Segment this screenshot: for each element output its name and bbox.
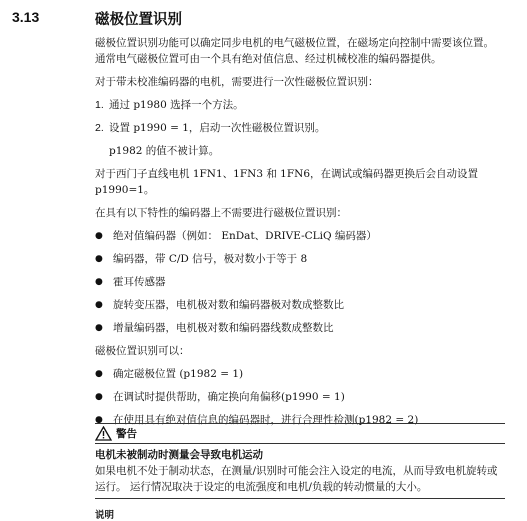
warning-header: [95, 424, 505, 444]
warning-triangle-icon: [95, 426, 112, 441]
step-number: 2.: [95, 122, 104, 134]
list-item: [95, 228, 515, 244]
warning-box: [95, 423, 505, 495]
section-body: [95, 35, 515, 428]
warning-label: 警告: [116, 427, 137, 440]
bullet-icon: ●: [95, 300, 103, 310]
list-item-text: 在调试时提供帮助，确定换向角偏移(p1990 = 1): [113, 391, 345, 403]
section-title: 磁极位置识别: [95, 12, 182, 28]
bullet-icon: ●: [95, 277, 103, 287]
bullet-icon: ●: [95, 254, 103, 264]
list-item: [95, 366, 515, 382]
note-label: 说明: [95, 498, 505, 521]
siemens-note: p1990=1。: [95, 184, 155, 196]
intro-line: 磁极位置识别功能可以确定同步电机的电气磁极位置，在磁场定向控制中需要该位置。: [95, 37, 494, 49]
warning-body-line: 运行。 运行情况取决于设定的电流强度和电机/负载的转动惯量的大小。: [95, 481, 428, 493]
list-item-text: 编码器，带 C/D 信号，极对数小于等于 8: [113, 253, 308, 265]
list-item: [95, 274, 515, 290]
list-item: [95, 251, 515, 267]
no-id-intro: 在具有以下特性的编码器上不需要进行磁极位置识别：: [95, 207, 347, 219]
list-item: [95, 320, 515, 336]
bullet-icon: ●: [95, 392, 103, 402]
bullet-icon: ●: [95, 231, 103, 241]
step-text: 通过 p1980 选择一个方法。: [109, 99, 244, 111]
list-item-text: 绝对值编码器（例如： EnDat、DRIVE-CLiQ 编码器）: [113, 230, 377, 242]
usage-intro: 磁极位置识别可以：: [95, 345, 190, 357]
bullet-icon: ●: [95, 369, 103, 379]
step-text: 设置 p1990 = 1，启动一次性磁极位置识别。: [109, 122, 326, 134]
step-item: [95, 120, 515, 136]
bullet-icon: ●: [95, 323, 103, 333]
list-item: [95, 297, 515, 313]
step-note: p1982 的值不被计算。: [109, 145, 220, 157]
intro-line: 通常电气磁极位置可由一个具有绝对值信息、经过机械校准的编码器提供。: [95, 53, 442, 65]
list-item-text: 确定磁极位置 (p1982 = 1): [113, 368, 244, 380]
section-number: 3.13: [12, 9, 40, 25]
list-item-text: 旋转变压器，电机极对数和编码器极对数成整数比: [113, 299, 344, 311]
siemens-note: 对于西门子直线电机 1FN1、1FN3 和 1FN6，在调试或编码器更换后会自动设置: [95, 168, 479, 180]
encoder-note: 对于带未校准编码器的电机，需要进行一次性磁极位置识别：: [95, 76, 379, 88]
warning-title: 电机未被制动时测量会导致电机运动: [95, 449, 263, 461]
list-item: [95, 389, 515, 405]
warning-body-line: 如果电机不处于制动状态，在测量/识别时可能会注入设定的电流，从而导致电机旋转或: [95, 465, 498, 477]
step-number: 1.: [95, 99, 104, 111]
list-item-text: 霍耳传感器: [113, 276, 166, 288]
bullet-icon: ●: [95, 415, 103, 425]
list-item-text: 在使用具有绝对值信息的编码器时，进行合理性检测(p1982 = 2): [113, 414, 419, 426]
list-item-text: 增量编码器，电机极对数和编码器线数成整数比: [113, 322, 334, 334]
step-item: [95, 97, 515, 113]
